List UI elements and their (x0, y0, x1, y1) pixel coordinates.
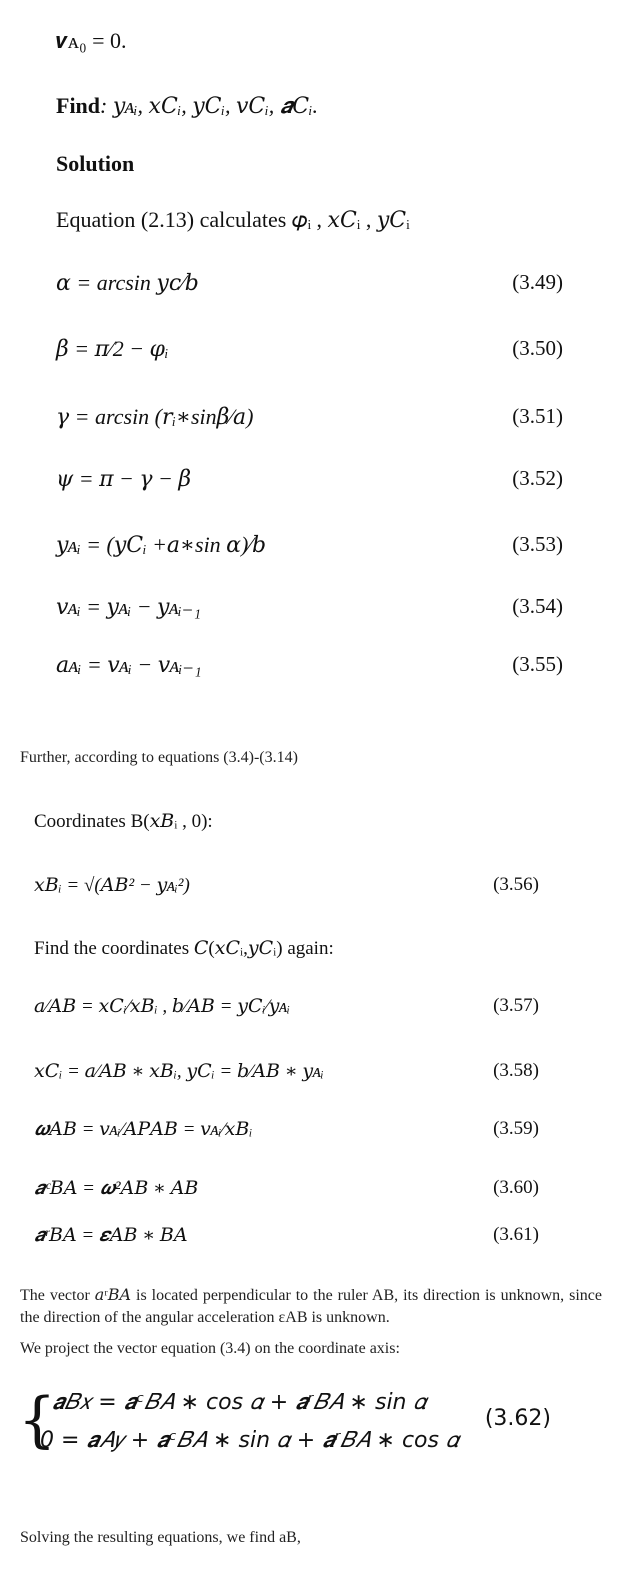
find-label: Find (56, 93, 101, 118)
equation-expression: 𝑣ᴀᵢ = 𝑦ᴀᵢ − 𝑦ᴀᵢ₋₁ (56, 594, 201, 619)
equation-expression: 𝛼 = arcsin 𝑦𝑐⁄𝑏 (56, 270, 199, 295)
find-coordinates-c-line: Find the coordinates 𝐶(𝑥𝐶ᵢ,𝑦𝐶ᵢ) again: (34, 938, 334, 959)
vector-paragraph: The vector 𝑎ʳ𝐵𝐴 is located perpendicular to the ruler AB, its direction is unknown, since the direction of the angular acceleration εAB is unknown. (20, 1287, 602, 1326)
equation-expression: 𝝎𝐴𝐵 = 𝑣ᴀᵢ⁄𝐴𝑃𝐴𝐵 = 𝑣ᴀᵢ⁄𝑥𝐵ᵢ (34, 1119, 253, 1140)
equation-number: (3.55) (512, 652, 563, 676)
equation-expression: 𝜓 = 𝜋 − 𝛾 − 𝛽 (56, 466, 192, 491)
projection-paragraph: We project the vector equation (3.4) on the coordinate axis: (20, 1340, 400, 1357)
equation-number: (3.54) (512, 594, 563, 618)
solution-intro: Equation (2.13) calculates 𝜑ᵢ , 𝑥𝐶ᵢ , 𝑦𝐶ᵢ (56, 207, 410, 232)
equation-number: (3.52) (512, 466, 563, 490)
equation-number: (3.49) (512, 270, 563, 294)
find-variables: : 𝑦ᴀᵢ, 𝑥𝐶ᵢ, 𝑦𝐶ᵢ, 𝑣𝐶ᵢ, 𝒂𝐶ᵢ. (100, 93, 319, 118)
system-line-2: 0 = 𝒂𝐴𝑦 + 𝒂ᶜ𝐵𝐴 ∗ sin 𝛼 + 𝒂ʳ𝐵𝐴 ∗ cos 𝛼 (40, 1428, 459, 1453)
equation-number: (3.61) (493, 1224, 539, 1245)
solution-heading: Solution (56, 151, 135, 176)
equation-expression: 𝑎⁄𝐴𝐵 = 𝑥𝐶ᵢ⁄𝑥𝐵ᵢ , 𝑏⁄𝐴𝐵 = 𝑦𝐶ᵢ⁄𝑦ᴀᵢ (34, 996, 290, 1017)
equation-number: (3.51) (512, 404, 563, 428)
coordinates-b-line: Coordinates B(𝑥𝐵ᵢ , 0): (34, 811, 213, 832)
equation-expression: 𝑎ᴀᵢ = 𝑣ᴀᵢ − 𝑣ᴀᵢ₋₁ (56, 652, 202, 677)
solving-paragraph: Solving the resulting equations, we find aB, (20, 1529, 301, 1546)
left-brace-icon: { (18, 1385, 57, 1455)
equation-expression: 𝛽 = 𝜋⁄2 − 𝜑ᵢ (56, 336, 169, 361)
equation-number: (3.53) (512, 532, 563, 556)
equation-number: (3.56) (493, 874, 539, 895)
equation-expression: 𝒂ᶜ𝐵𝐴 = 𝝎²𝐴𝐵 ∗ 𝐴𝐵 (34, 1178, 199, 1199)
equation-expression: 𝑦ᴀᵢ = (𝑦𝐶ᵢ +𝑎∗sin 𝛼)⁄𝑏 (56, 532, 267, 557)
equation-number: (3.58) (493, 1060, 539, 1081)
system-line-1: 𝒂𝐵𝑥 = 𝒂ᶜ𝐵𝐴 ∗ cos 𝛼 + 𝒂ʳ𝐵𝐴 ∗ sin 𝛼 (52, 1390, 427, 1415)
equation-number: (3.62) (484, 1406, 551, 1431)
equation-number: (3.50) (512, 336, 563, 360)
equation-expression: 𝑥𝐵ᵢ = √(𝐴𝐵² − 𝑦ᴀᵢ²) (34, 875, 190, 896)
equation-expression: 𝒂ʳ𝐵𝐴 = 𝜺𝐴𝐵 ∗ 𝐵𝐴 (34, 1225, 188, 1246)
equation-number: (3.57) (493, 995, 539, 1016)
equation-number: (3.59) (493, 1118, 539, 1139)
equation-expression: 𝑥𝐶ᵢ = 𝑎⁄𝐴𝐵 ∗ 𝑥𝐵ᵢ, 𝑦𝐶ᵢ = 𝑏⁄𝐴𝐵 ∗ 𝑦ᴀᵢ (34, 1061, 324, 1082)
initial-condition-equation: 𝒗ᴀ₀ = 0. (56, 28, 127, 53)
further-paragraph: Further, according to equations (3.4)-(3.14) (20, 749, 298, 766)
equation-number: (3.60) (493, 1177, 539, 1198)
equation-expression: 𝛾 = arcsin (𝑟ᵢ∗sin𝛽⁄𝑎) (56, 404, 254, 429)
find-line (56, 93, 318, 119)
